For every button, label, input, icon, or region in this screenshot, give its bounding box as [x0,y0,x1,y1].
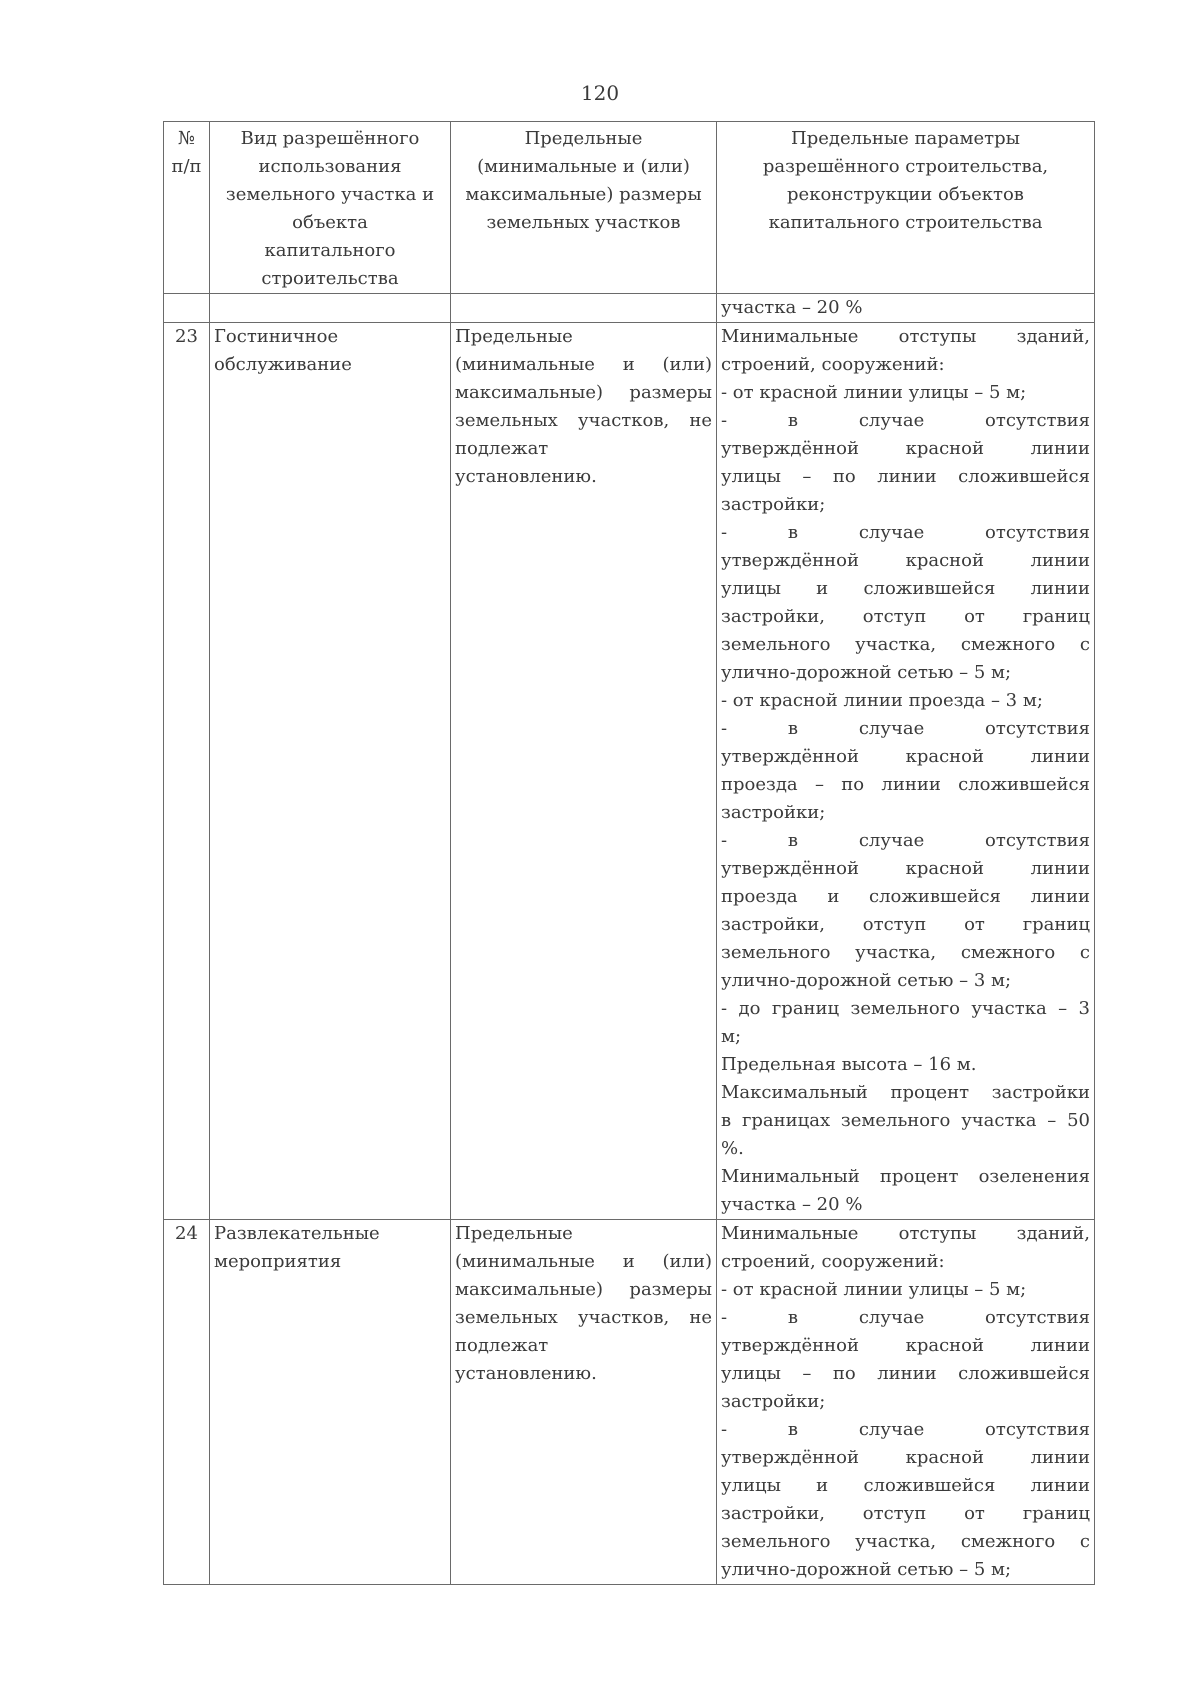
param-line: утверждённой красной линии [721,550,1090,571]
param-line: утверждённой красной линии [721,1447,1090,1468]
header-number-line: № [177,128,196,149]
param-line: улично-дорожной сетью – 5 м; [721,1559,1012,1580]
param-line: участка – 20 % [721,297,863,318]
param-line: застройки, отступ от границ [721,1503,1090,1524]
param-line: Минимальные отступы зданий, [721,1223,1090,1244]
header-use-line: строительства [261,268,399,289]
param-line: улицы и сложившейся линии [721,1475,1090,1496]
header-use-line: объекта [292,212,368,233]
header-use-line: Вид разрешённого [240,128,420,149]
header-use-line: капитального [264,240,396,261]
cell-number: 24 [164,1220,210,1585]
cell-permitted-use [210,323,451,1220]
param-line: - в случае отсутствия [721,1307,1090,1328]
use-line: Развлекательные [214,1223,380,1244]
cell-plot-sizes [451,294,717,323]
cell-permitted-use [210,1220,451,1585]
param-line: утверждённой красной линии [721,438,1090,459]
param-line: проезда и сложившейся линии [721,886,1090,907]
param-line: улицы – по линии сложившейся [721,466,1090,487]
param-line: застройки; [721,1391,826,1412]
param-line: в границах земельного участка – 50 [721,1110,1090,1131]
header-size-line: максимальные) размеры [465,184,702,205]
table-row [164,1220,1095,1585]
param-line: земельного участка, смежного с [721,1531,1090,1552]
header-params-line: разрешённого строительства, [762,156,1049,177]
cell-parameters [717,323,1095,1220]
size-line: (минимальные и (или) [455,354,712,375]
table-header-row [164,122,1095,294]
param-line: земельного участка, смежного с [721,942,1090,963]
param-line: - до границ земельного участка – 3 [721,998,1090,1019]
page-number: 120 [580,81,620,105]
cell-plot-sizes [451,323,717,1220]
param-line: утверждённой красной линии [721,1335,1090,1356]
param-line: улицы – по линии сложившейся [721,1363,1090,1384]
param-line: - в случае отсутствия [721,830,1090,851]
size-line: установлению. [455,466,597,487]
size-line: подлежат [455,438,549,459]
param-line: застройки, отступ от границ [721,606,1090,627]
size-line: максимальные) размеры [455,382,712,403]
size-line: подлежат [455,1335,549,1356]
use-line: мероприятия [214,1251,342,1272]
param-line: земельного участка, смежного с [721,634,1090,655]
param-line: - от красной линии проезда – 3 м; [721,690,1043,711]
use-line: обслуживание [214,354,352,375]
param-line: - от красной линии улицы – 5 м; [721,1279,1027,1300]
land-use-parameters-table [163,121,1095,1585]
param-line: Минимальный процент озеленения [721,1166,1090,1187]
header-number-line: п/п [171,156,202,177]
param-line: утверждённой красной линии [721,746,1090,767]
header-plot-sizes [451,122,717,294]
header-size-line: земельных участков [486,212,681,233]
header-construction-parameters [717,122,1095,294]
param-line: - в случае отсутствия [721,1419,1090,1440]
size-line: максимальные) размеры [455,1279,712,1300]
param-line: - от красной линии улицы – 5 м; [721,382,1027,403]
param-line: утверждённой красной линии [721,858,1090,879]
param-line: застройки; [721,802,826,823]
header-params-line: реконструкции объектов [787,184,1024,205]
param-line: м; [721,1026,742,1047]
header-size-line: Предельные [524,128,643,149]
header-number [164,122,210,294]
use-line: Гостиничное [214,326,339,347]
param-line: Максимальный процент застройки [721,1082,1090,1103]
cell-permitted-use [210,294,451,323]
header-params-line: капитального строительства [768,212,1043,233]
param-line: - в случае отсутствия [721,718,1090,739]
param-line: - в случае отсутствия [721,522,1090,543]
header-permitted-use [210,122,451,294]
param-line: застройки; [721,494,826,515]
param-line: строений, сооружений: [721,1251,945,1272]
param-line: застройки, отступ от границ [721,914,1090,935]
param-line: строений, сооружений: [721,354,945,375]
size-line: земельных участков, не [455,1307,712,1328]
header-size-line: (минимальные и (или) [477,156,690,177]
table-row [164,323,1095,1220]
param-line: Предельная высота – 16 м. [721,1054,977,1075]
size-line: Предельные [455,1223,573,1244]
param-line: Минимальные отступы зданий, [721,326,1090,347]
header-use-line: земельного участка и [225,184,435,205]
table-row-continuation [164,294,1095,323]
param-line: улицы и сложившейся линии [721,578,1090,599]
param-line: проезда – по линии сложившейся [721,774,1090,795]
size-line: установлению. [455,1363,597,1384]
header-use-line: использования [258,156,402,177]
size-line: (минимальные и (или) [455,1251,712,1272]
size-line: земельных участков, не [455,410,712,431]
header-params-line: Предельные параметры [791,128,1020,149]
cell-plot-sizes [451,1220,717,1585]
param-line: улично-дорожной сетью – 3 м; [721,970,1012,991]
cell-number: 23 [164,323,210,1220]
param-line: %. [721,1138,744,1159]
param-line: участка – 20 % [721,1194,863,1215]
param-line: улично-дорожной сетью – 5 м; [721,662,1012,683]
size-line: Предельные [455,326,573,347]
cell-parameters [717,1220,1095,1585]
cell-number [164,294,210,323]
param-line: - в случае отсутствия [721,410,1090,431]
cell-parameters [717,294,1095,323]
